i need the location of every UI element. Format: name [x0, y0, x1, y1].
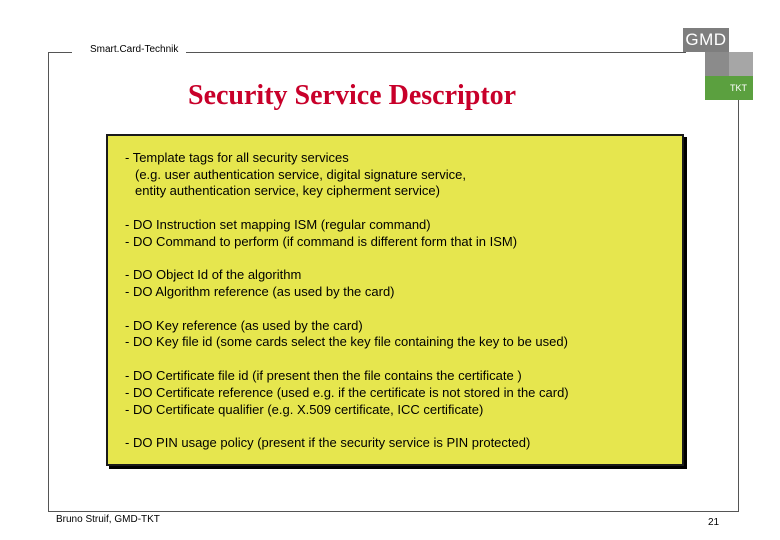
- logo-gmd-text: GMD: [683, 28, 729, 52]
- frame-line-left: [48, 52, 49, 512]
- content-line: - Template tags for all security services: [125, 150, 349, 165]
- content-line: - DO Certificate qualifier (e.g. X.509 certificate, ICC certificate): [125, 402, 484, 417]
- content-line: - DO PIN usage policy (present if the security service is PIN protected): [125, 435, 531, 450]
- content-line: - DO Key reference (as used by the card): [125, 318, 363, 333]
- content-line: - DO Certificate reference (used e.g. if the certificate is not stored in the card): [125, 385, 569, 400]
- footer-author: Bruno Struif, GMD-TKT: [56, 514, 160, 525]
- gmd-logo: [683, 23, 759, 99]
- content-line: (e.g. user authentication service, digital signature service,: [135, 167, 466, 182]
- page-number: 21: [708, 517, 720, 528]
- logo-square-light: [729, 52, 753, 76]
- logo-tkt-text: TKT: [705, 76, 753, 100]
- frame-line-top-left: [48, 52, 72, 53]
- content-line: entity authentication service, key cipherment service): [135, 183, 440, 198]
- content-line: - DO Certificate file id (if present then the file contains the certificate ): [125, 368, 522, 383]
- frame-line-bottom: [48, 511, 739, 512]
- content-line: - DO Key file id (some cards select the key file containing the key to be used): [125, 334, 568, 349]
- content-line: - DO Object Id of the algorithm: [125, 267, 302, 282]
- logo-square-dark: [705, 52, 729, 76]
- frame-line-right: [738, 98, 739, 512]
- content-line: - DO Algorithm reference (as used by the card): [125, 284, 395, 299]
- content-line: - DO Instruction set mapping ISM (regular command): [125, 217, 431, 232]
- slide-title: Security Service Descriptor: [188, 80, 517, 111]
- content-line: - DO Command to perform (if command is different form that in ISM): [125, 234, 518, 249]
- header-label: Smart.Card-Technik: [90, 44, 179, 55]
- frame-line-top-right: [186, 52, 686, 53]
